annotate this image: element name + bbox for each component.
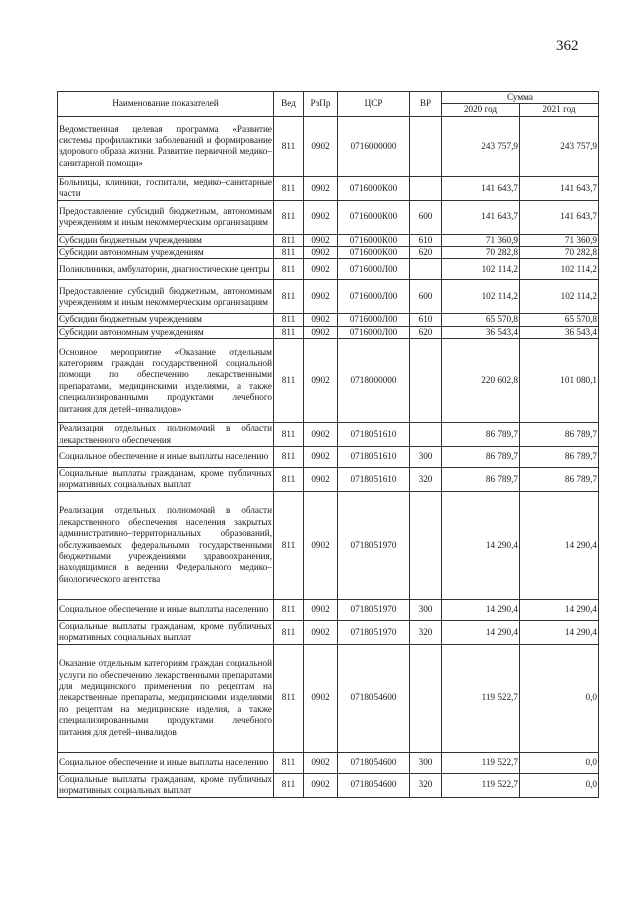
cell-vr: 320: [410, 773, 442, 797]
cell-2021: 86 789,7: [520, 423, 599, 447]
cell-name: Социальное обеспечение и иные выплаты населению: [58, 447, 274, 468]
cell-rzpr: 0902: [304, 234, 338, 246]
cell-2021: 101 080,1: [520, 339, 599, 423]
table-row: [58, 314, 599, 326]
cell-rzpr: 0902: [304, 620, 338, 644]
table-row: [58, 326, 599, 338]
cell-name: Реализация отдельных полномочий в области лекарственного обеспечения: [59, 423, 272, 445]
cell-ved: 811: [274, 339, 304, 423]
header-csr: ЦСР: [338, 92, 410, 117]
cell-vr: 300: [410, 752, 442, 773]
cell-rzpr: 0902: [304, 326, 338, 338]
cell-2021: 0,0: [520, 644, 599, 752]
cell-2020: 119 522,7: [442, 773, 520, 797]
cell-2020: 36 543,4: [442, 326, 520, 338]
cell-2021: 0,0: [520, 752, 599, 773]
cell-csr: 0718051970: [338, 620, 410, 644]
cell-ved: 811: [274, 247, 304, 259]
cell-vr: 610: [410, 234, 442, 246]
cell-name: Субсидии бюджетным учреждениям: [58, 234, 274, 246]
cell-2021: 141 643,7: [520, 176, 599, 200]
cell-name: Реализация отдельных полномочий в области лекарственного обеспечения населения закрытых административно–территориальных образований, обслуживаемых федеральными государственными бюджетными учреждениями здравоохранения, находящимися в ведении Федерального медико–биологического агентства: [58, 491, 274, 599]
table-row: [58, 620, 599, 644]
cell-2020: 243 757,9: [442, 116, 520, 176]
cell-2021: 14 290,4: [520, 599, 599, 620]
cell-rzpr: 0902: [304, 468, 338, 492]
table-row: [58, 773, 599, 797]
header-vr: ВР: [410, 92, 442, 117]
cell-csr: 0718054600: [338, 752, 410, 773]
cell-csr: 0716000Л00: [338, 259, 410, 280]
cell-2021: 141 643,7: [520, 200, 599, 234]
cell-vr: 600: [410, 280, 442, 314]
cell-vr: 620: [410, 326, 442, 338]
cell-name: Предоставление субсидий бюджетным, автономным учреждениям и иным некоммерческим организациям: [58, 200, 274, 234]
cell-2021: 36 543,4: [520, 326, 599, 338]
cell-rzpr: 0902: [304, 247, 338, 259]
cell-csr: 0718051610: [338, 423, 410, 447]
cell-2021: 86 789,7: [520, 468, 599, 492]
cell-ved: 811: [274, 447, 304, 468]
cell-ved: 811: [274, 644, 304, 752]
cell-ved: 811: [274, 773, 304, 797]
cell-2020: 102 114,2: [442, 259, 520, 280]
cell-name: Основное мероприятие «Оказание отдельным категориям граждан государственной социальной помощи по обеспечению лекарственными препаратами, медицинскими изделиями, а также специализированными продуктами лечебного питания для детей–инвалидов»: [58, 339, 274, 423]
cell-2021: 71 360,9: [520, 234, 599, 246]
cell-2020: 86 789,7: [442, 468, 520, 492]
table-row: [58, 234, 599, 246]
cell-rzpr: 0902: [304, 752, 338, 773]
cell-name: Больницы, клиники, госпитали, медико–санитарные части: [59, 176, 272, 199]
cell-ved: 811: [274, 752, 304, 773]
cell-2021: 102 114,2: [520, 259, 599, 280]
table-row: [58, 423, 599, 447]
cell-vr: [410, 116, 442, 176]
cell-name: Субсидии бюджетным учреждениям: [58, 314, 274, 326]
header-ved: Вед: [274, 92, 304, 117]
table-row: [58, 644, 599, 752]
cell-vr: 610: [410, 314, 442, 326]
cell-csr: 0716000000: [338, 116, 410, 176]
cell-csr: 0718000000: [338, 339, 410, 423]
cell-vr: 620: [410, 247, 442, 259]
cell-2021: 65 570,8: [520, 314, 599, 326]
cell-ved: 811: [274, 423, 304, 447]
cell-ved: 811: [274, 599, 304, 620]
budget-table: [57, 91, 599, 798]
cell-csr: 0718051970: [338, 599, 410, 620]
cell-2020: 14 290,4: [442, 599, 520, 620]
cell-csr: 0718051610: [338, 447, 410, 468]
cell-vr: 300: [410, 599, 442, 620]
cell-2020: 86 789,7: [442, 447, 520, 468]
page-number: 362: [556, 38, 579, 54]
cell-rzpr: 0902: [304, 116, 338, 176]
cell-vr: 600: [410, 200, 442, 234]
cell-name: Социальное обеспечение и иные выплаты населению: [58, 599, 274, 620]
header-sum: Сумма: [442, 92, 599, 104]
cell-2020: 102 114,2: [442, 280, 520, 314]
header-2020: 2020 год: [442, 104, 520, 116]
table-row: [58, 468, 599, 492]
cell-ved: 811: [274, 116, 304, 176]
cell-name: Поликлиники, амбулатории, диагностические центры: [58, 259, 274, 280]
cell-ved: 811: [274, 259, 304, 280]
cell-ved: 811: [274, 468, 304, 492]
table-row: [58, 339, 599, 423]
cell-rzpr: 0902: [304, 773, 338, 797]
table-row: [58, 491, 599, 599]
table-row: [58, 447, 599, 468]
table-row: [58, 247, 599, 259]
cell-vr: 320: [410, 468, 442, 492]
cell-csr: 0718054600: [338, 773, 410, 797]
cell-2020: 65 570,8: [442, 314, 520, 326]
cell-vr: [410, 176, 442, 200]
cell-csr: 0716000К00: [338, 234, 410, 246]
cell-csr: 0718051610: [338, 468, 410, 492]
table-row: [58, 200, 599, 234]
cell-ved: 811: [274, 234, 304, 246]
table-row: [58, 280, 599, 314]
table-row: [58, 176, 599, 200]
cell-ved: 811: [274, 176, 304, 200]
cell-rzpr: 0902: [304, 259, 338, 280]
cell-rzpr: 0902: [304, 599, 338, 620]
cell-2021: 243 757,9: [520, 116, 599, 176]
cell-rzpr: 0902: [304, 280, 338, 314]
cell-name: Социальное обеспечение и иные выплаты населению: [58, 752, 274, 773]
cell-name: Социальные выплаты гражданам, кроме публичных нормативных социальных выплат: [59, 468, 272, 490]
cell-ved: 811: [274, 491, 304, 599]
cell-vr: [410, 259, 442, 280]
cell-2020: 141 643,7: [442, 200, 520, 234]
header-name: Наименование показателей: [58, 92, 274, 117]
cell-vr: [410, 339, 442, 423]
cell-2021: 102 114,2: [520, 280, 599, 314]
cell-name: Оказание отдельным категориям граждан социальной услуги по обеспечению лекарственными препаратами для медицинского применения по рецептам на лекарственные препараты, медицинскими изделиями по рецептам на медицинские изделия, а также специализированными продуктами лечебного питания для детей–инвалидов: [58, 644, 274, 752]
cell-2021: 14 290,4: [520, 620, 599, 644]
cell-csr: 0718054600: [338, 644, 410, 752]
table-row: [58, 599, 599, 620]
cell-ved: 811: [274, 200, 304, 234]
cell-csr: 0716000Л00: [338, 326, 410, 338]
cell-2020: 70 282,8: [442, 247, 520, 259]
cell-rzpr: 0902: [304, 176, 338, 200]
cell-2020: 14 290,4: [442, 491, 520, 599]
cell-csr: 0716000К00: [338, 200, 410, 234]
cell-vr: [410, 423, 442, 447]
header-rzpr: РзПр: [304, 92, 338, 117]
cell-2020: 119 522,7: [442, 752, 520, 773]
cell-2021: 14 290,4: [520, 491, 599, 599]
cell-2021: 86 789,7: [520, 447, 599, 468]
cell-vr: [410, 491, 442, 599]
cell-rzpr: 0902: [304, 423, 338, 447]
cell-vr: 300: [410, 447, 442, 468]
table-body: [58, 116, 599, 797]
cell-name: Субсидии автономным учреждениям: [58, 247, 274, 259]
cell-2021: 0,0: [520, 773, 599, 797]
cell-csr: 0716000К00: [338, 176, 410, 200]
table-row: [58, 752, 599, 773]
cell-rzpr: 0902: [304, 339, 338, 423]
cell-2020: 71 360,9: [442, 234, 520, 246]
table-row: [58, 116, 599, 176]
cell-name: Субсидии автономным учреждениям: [58, 326, 274, 338]
cell-csr: 0716000Л00: [338, 314, 410, 326]
cell-rzpr: 0902: [304, 644, 338, 752]
cell-2020: 86 789,7: [442, 423, 520, 447]
cell-2021: 70 282,8: [520, 247, 599, 259]
cell-rzpr: 0902: [304, 491, 338, 599]
cell-2020: 119 522,7: [442, 644, 520, 752]
cell-ved: 811: [274, 326, 304, 338]
cell-rzpr: 0902: [304, 200, 338, 234]
cell-ved: 811: [274, 314, 304, 326]
cell-2020: 220 602,8: [442, 339, 520, 423]
cell-ved: 811: [274, 620, 304, 644]
cell-csr: 0718051970: [338, 491, 410, 599]
header-2021: 2021 год: [520, 104, 599, 116]
table-row: [58, 259, 599, 280]
cell-vr: 320: [410, 620, 442, 644]
cell-name: Ведомственная целевая программа «Развитие системы профилактики заболеваний и формирование здорового образа жизни. Развитие первичной медико–санитарной помощи»: [58, 116, 274, 176]
cell-rzpr: 0902: [304, 447, 338, 468]
cell-ved: 811: [274, 280, 304, 314]
cell-name: Предоставление субсидий бюджетным, автономным учреждениям и иным некоммерческим организациям: [58, 280, 274, 314]
cell-2020: 14 290,4: [442, 620, 520, 644]
cell-2020: 141 643,7: [442, 176, 520, 200]
cell-csr: 0716000Л00: [338, 280, 410, 314]
cell-rzpr: 0902: [304, 314, 338, 326]
cell-csr: 0716000К00: [338, 247, 410, 259]
cell-vr: [410, 644, 442, 752]
cell-name: Социальные выплаты гражданам, кроме публичных нормативных социальных выплат: [59, 773, 272, 796]
cell-name: Социальные выплаты гражданам, кроме публичных нормативных социальных выплат: [59, 620, 272, 643]
